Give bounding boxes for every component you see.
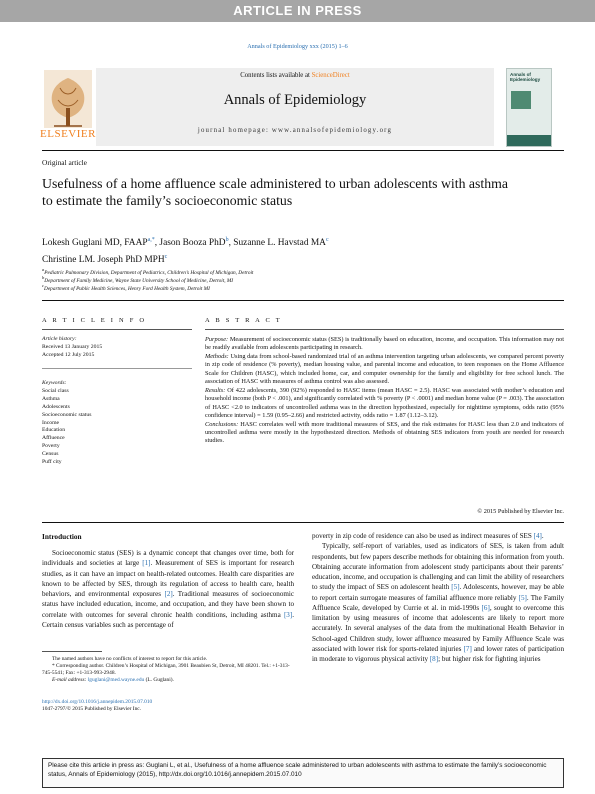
article-title: Usefulness of a home affluence scale administered to urban adolescents with asthma to estimate the family’s socioeconomic status <box>42 176 509 208</box>
methods-text: Using data from school-based randomized trial of an asthma intervention targeting urban adolescents, we compared percent poverty in zip code of residence (% poverty), median housing value, and parental income and education, to teen responses on the Home Affluence Scale for Children (HASC), which included home, car, and computer ownership for the family and eligibility for free school lunch. The association of HASC with measures of asthma control was also assessed. <box>205 352 564 386</box>
purpose-label: Purpose: <box>205 336 229 343</box>
journal-title: Annals of Epidemiology <box>223 92 367 108</box>
author-sup[interactable]: b <box>225 237 229 243</box>
footnote-rule <box>42 651 102 652</box>
reference-link[interactable]: [7] <box>463 644 472 653</box>
keyword[interactable]: Asthma <box>42 395 60 402</box>
abstract-rule <box>205 329 564 330</box>
article-history <box>42 336 192 359</box>
citation-box: Please cite this article in press as: Guglani L, et al., Usefulness of a home affluence scale administered to urban adolescents with asthma to estimate the family’s socioeconomic status, Annals of Epidemiology (2015), http://dx.doi.org/10.1016/j.annepidem.2015.07.010 <box>42 758 564 788</box>
keywords-label: Keywords: <box>42 380 67 386</box>
affiliations-rule <box>42 300 564 301</box>
conclusions-label: Conclusions: <box>205 420 239 428</box>
abstract-end-rule <box>42 522 564 523</box>
cover-graphic <box>511 91 531 109</box>
article-info-heading: A R T I C L E I N F O <box>42 317 147 324</box>
keywords-block <box>42 380 192 467</box>
affiliation: $^b$Department of Family Medicine, Wayne State University School of Medicine, Detroit, MI <box>42 275 234 284</box>
abstract-body <box>205 336 564 446</box>
reference-link[interactable]: [5] <box>451 583 460 592</box>
affiliation: $^a$Pediatric Pulmonary Division, Department of Pediatrics, Children’s Hospital of Michigan, Detroit <box>42 267 254 276</box>
history-label: Article history: <box>42 336 77 342</box>
reference-link[interactable]: [2] <box>164 590 173 598</box>
header-rule <box>42 150 564 151</box>
footnotes <box>42 656 294 684</box>
right-paragraph: poverty in zip code of residence can also be used as indirect measures of SES [4]. <box>312 532 544 540</box>
elsevier-logo <box>40 68 96 146</box>
email-line: E-mail address: lguglani@med.wayne.edu (L. Guglani). <box>52 677 174 684</box>
results-text: Of 422 adolescents, 390 (92%) responded to HASC items (mean HASC = 2.5). HASC was associated with mother’s education and household income (both P < .001), and significantly correlated with % poverty (P < .0001) and median home value (P = .003). The association of HASC <2.0 to indicators of uncontrolled asthma was in the direction hypothesized, especially for nighttime symptoms, odds ratio (95% confidence interval) = 1.59 (0.95–2.66) and restricted activity, odds ratio = 1.87 (1.12–3.12). <box>205 386 564 420</box>
publisher-name: ELSEVIER <box>40 128 96 140</box>
keyword[interactable]: Puff city <box>42 459 62 466</box>
email-link[interactable]: lguglani@med.wayne.edu <box>87 677 145 684</box>
reference-link[interactable]: [8] <box>429 655 439 663</box>
right-paragraph: Typically, self-report of variables, used as indicators of SES, is taken from adult respondents, but few papers describe methods for obtaining this information from youth. Obtaining accurate information from adolescent study participants about their parents’ education, income, and occupation is challenging and can limit the ability of researchers to study the impact of SES on adolescent health [5]. Adolescents, however, may be able to report certain surrogate measures of familial affluence more reliably [5]. The Family Affluence Scale, developed by Currie et al. in mid-1990s [6], sought to overcome this limitation by using measures of income that adolescents are likely to report more accurately. In several analyses of the data from the multinational Health Behavior in School-aged Children study, lower affluence measured by Family Affluence Scale was associated with lower risk for sports-related injuries [7] and lower rates of participation in moderate to vigorous physical activity [8]; but higher risk for fighting injuries <box>312 542 564 663</box>
keyword[interactable]: Social class <box>42 387 69 394</box>
sciencedirect-link[interactable]: ScienceDirect <box>311 72 350 79</box>
abstract-copyright: © 2015 Published by Elsevier Inc. <box>477 508 564 515</box>
author-sup[interactable]: c <box>325 237 329 243</box>
purpose-text: Measurement of socioeconomic status (SES) is traditionally based on education, income, and occupation. This information may not be readily available from adolescents participating in research. <box>205 336 564 352</box>
keyword[interactable]: Census <box>42 451 59 458</box>
author-list <box>42 234 502 267</box>
keyword[interactable]: Socioeconomic status <box>42 411 92 418</box>
issn-line: 1047-2797/© 2015 Published by Elsevier Inc. <box>42 706 142 713</box>
author-joseph[interactable]: Christine LM. Joseph PhD MPH <box>42 254 165 265</box>
cover-title: Annals of Epidemiology <box>510 72 541 83</box>
corresponding-author: * Corresponding author. Children’s Hospital of Michigan, 3901 Beaubien St, Detroit, MI 48201. Tel.: +1-313-745-5541; Fax: +1-313-993-2948. <box>42 663 290 677</box>
introduction-heading: Introduction <box>42 532 82 541</box>
article-in-press-banner: ARTICLE IN PRESS <box>0 0 595 22</box>
conflict-footnote: The named authors have no conflicts of interest to report for this article. <box>52 656 208 662</box>
results-label: Results: <box>205 386 226 394</box>
affiliation: $^c$Department of Public Health Sciences, Henry Ford Health System, Detroit MI <box>42 283 210 292</box>
journal-reference[interactable]: Annals of Epidemiology xxx (2015) 1–6 <box>247 43 348 50</box>
doi-block <box>42 699 294 713</box>
reference-link[interactable]: [3] <box>283 610 293 619</box>
right-column <box>312 531 564 664</box>
keyword[interactable]: Income <box>42 419 60 426</box>
doi-link[interactable]: http://dx.doi.org/10.1016/j.annepidem.2015.07.010 <box>42 699 153 705</box>
keyword[interactable]: Poverty <box>42 443 60 450</box>
received-date: Received 13 January 2015 <box>42 343 103 350</box>
reference-link[interactable]: [5] <box>518 593 527 602</box>
keyword[interactable]: Adolescents <box>42 403 70 410</box>
reference-link[interactable]: [4] <box>533 532 542 540</box>
contents-line <box>96 72 494 79</box>
author-guglani[interactable]: Lokesh Guglani MD, FAAP <box>42 238 148 249</box>
journal-cover-thumbnail <box>506 68 552 147</box>
journal-homepage[interactable]: journal homepage: www.annalsofepidemiology.org <box>197 127 393 134</box>
article-type: Original article <box>42 158 87 167</box>
cover-band <box>507 135 551 146</box>
methods-label: Methods: <box>205 352 229 360</box>
keyword[interactable]: Education <box>42 427 66 434</box>
reference-link[interactable]: [6] <box>481 603 490 612</box>
abstract-heading: A B S T R A C T <box>205 317 282 324</box>
accepted-date: Accepted 12 July 2015 <box>42 351 95 358</box>
history-rule <box>42 368 192 369</box>
author-sup[interactable]: c <box>164 253 168 260</box>
conclusions-text: HASC correlates well with more traditional measures of SES, and the risk estimates for HASC less than 2.0 and indicators of uncontrolled asthma were mostly in the hypothesized direction. Methods of obtaining SES indicators from youth are needed for research studies. <box>205 420 564 445</box>
keyword[interactable]: Affluence <box>42 435 65 442</box>
author-sup[interactable]: a,* <box>147 237 155 243</box>
author-booza[interactable]: , Jason Booza PhD <box>154 238 226 249</box>
article-info-rule <box>42 329 192 330</box>
reference-link[interactable]: [1] <box>142 559 151 568</box>
author-havstad[interactable]: , Suzanne L. Havstad MA <box>228 238 326 249</box>
intro-paragraph: Socioeconomic status (SES) is a dynamic concept that changes over time, both for individuals and societies at large [1]. Measurement of SES is important for research studies, as it can have an impact on health-related outcomes. Health care disparities are known to be affected by SES, through its regulation of access to health care, health behaviors, and environmental exposures [2]. Traditional measures of socioeconomic status have included education, income, and occupation, and they have been shown to correlate with outcomes for several chronic health conditions, including asthma [3]. Certain census variables such as percentage of <box>42 549 295 629</box>
contents-prefix: Contents lists available at <box>240 72 312 79</box>
